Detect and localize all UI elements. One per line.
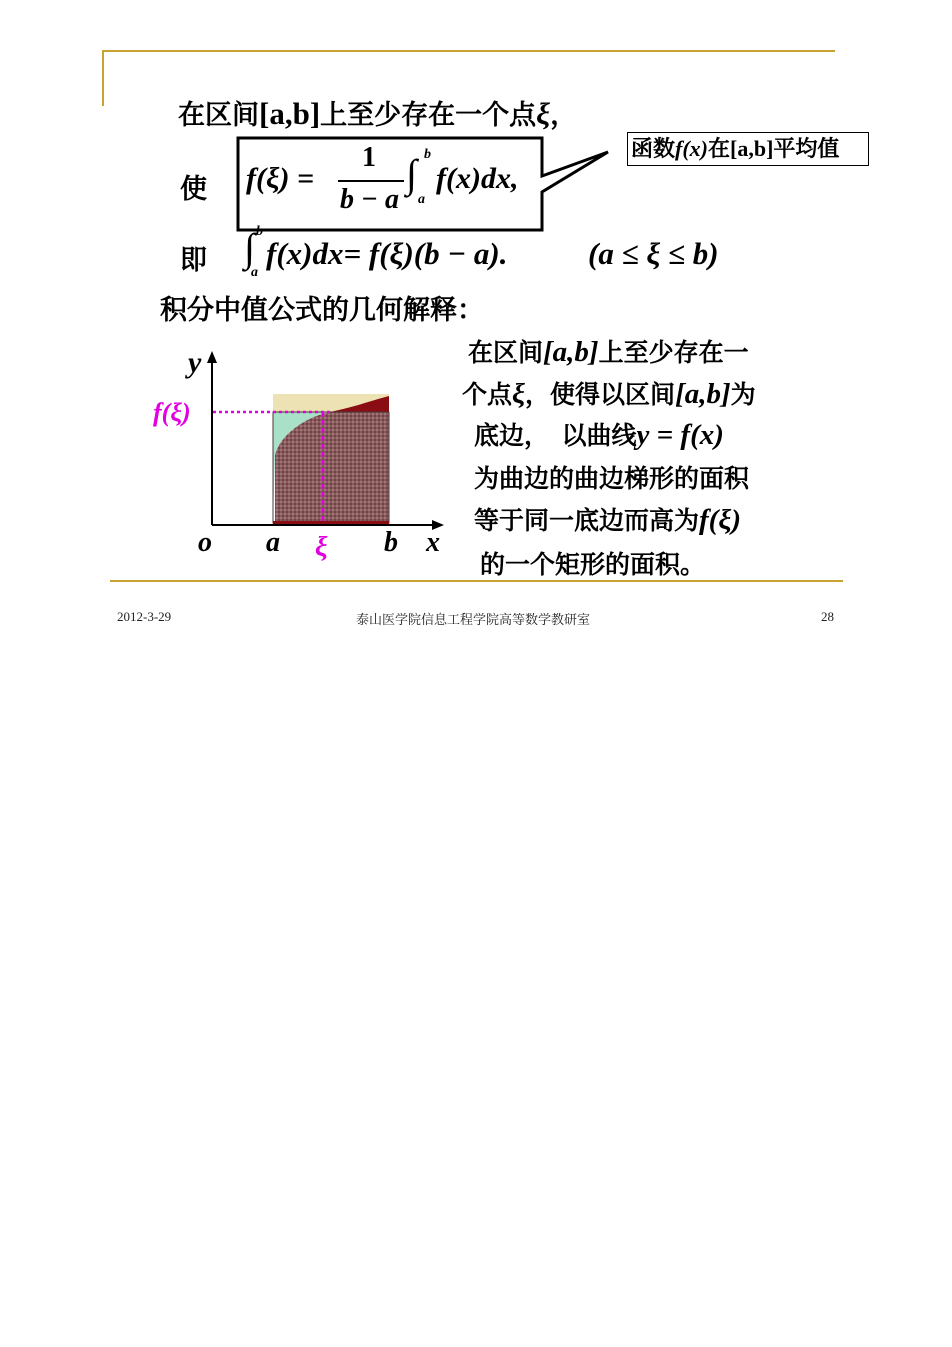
desc-3-b: y = f(x) bbox=[636, 419, 724, 451]
graph-label-o: o bbox=[198, 527, 212, 558]
graph-label-b: b bbox=[384, 527, 398, 558]
desc-2-e: 为 bbox=[730, 380, 756, 409]
line-intro bbox=[178, 93, 577, 132]
mvf-rhs: = f(ξ)(b − a). bbox=[343, 236, 508, 271]
desc-2-d: [a,b] bbox=[675, 378, 731, 410]
fraction-bar bbox=[338, 180, 404, 182]
desc-1-b: [a,b] bbox=[543, 336, 599, 368]
desc-5-b: f(ξ) bbox=[699, 504, 742, 536]
graph-label-a: a bbox=[266, 527, 280, 558]
graph-label-xi: ξ bbox=[315, 532, 328, 563]
desc-2-a: 个点 bbox=[462, 380, 513, 409]
desc-1-a: 在区间 bbox=[468, 338, 544, 367]
desc-6-a: 的一个矩形的面积。 bbox=[480, 550, 706, 579]
desc-1-c: 上至少存在一 bbox=[598, 338, 749, 367]
slide-frame-left bbox=[102, 50, 104, 106]
y-axis-arrow bbox=[207, 351, 217, 363]
callout-interval: [a,b] bbox=[730, 136, 774, 161]
desc-line-4 bbox=[474, 459, 749, 495]
callout-average-value bbox=[627, 132, 869, 166]
slide-frame-top bbox=[103, 50, 835, 52]
mean-value-formula bbox=[266, 236, 507, 272]
formula-integrand: f(x)dx, bbox=[436, 162, 519, 195]
footer-page-number: 28 bbox=[821, 609, 834, 624]
line-intro-text: 在区间 bbox=[178, 100, 259, 131]
desc-2-c: ，使得以区间 bbox=[525, 380, 676, 409]
desc-line-5 bbox=[474, 501, 741, 537]
integral-sign-1: ∫ bbox=[406, 151, 417, 196]
interval-ab: [a,b] bbox=[259, 96, 321, 131]
callout-zai: 在 bbox=[708, 137, 731, 162]
slide-rule-bottom bbox=[110, 580, 843, 582]
desc-5-a: 等于同一底边而高为 bbox=[474, 506, 700, 535]
mvf-lhs: f(x)dx bbox=[266, 236, 344, 271]
footer-organization: 泰山医学院信息工程学院高等数学教研室 bbox=[356, 613, 591, 628]
footer-date: 2012-3-29 bbox=[117, 609, 172, 624]
desc-4-a: 为曲边的曲边梯形的面积 bbox=[474, 464, 750, 493]
graph-label-y: y bbox=[188, 346, 202, 379]
integral-upper-1: b bbox=[424, 147, 431, 162]
graph-label-x: x bbox=[426, 527, 440, 558]
xi-symbol: ξ bbox=[536, 96, 551, 131]
integral-upper-2: b bbox=[256, 224, 263, 239]
desc-line-1 bbox=[468, 333, 749, 369]
heading-geometric-interpretation: 积分中值公式的几何解释： bbox=[160, 295, 484, 326]
formula-numerator: 1 bbox=[362, 142, 376, 173]
desc-3-a: 底边， 以曲线 bbox=[474, 421, 637, 450]
integral-lower-2: a bbox=[251, 265, 258, 280]
formula-lhs: f(ξ) = bbox=[246, 162, 315, 195]
desc-line-3 bbox=[474, 416, 724, 452]
integral-lower-1: a bbox=[418, 192, 425, 207]
callout-fx: f(x) bbox=[675, 136, 708, 161]
mean-value-condition: (a ≤ ξ ≤ b) bbox=[588, 236, 719, 271]
line-intro-rest: 上至少存在一个点 bbox=[320, 100, 537, 131]
callout-prefix: 函数 bbox=[631, 137, 676, 162]
formula-denominator: b − a bbox=[340, 184, 399, 215]
callout-suffix: 平均值 bbox=[773, 137, 840, 162]
desc-line-6 bbox=[480, 545, 705, 581]
integral-sign-2: ∫ bbox=[244, 225, 255, 270]
line-lead-shi: 使 bbox=[180, 174, 207, 205]
desc-line-2 bbox=[462, 375, 756, 411]
desc-2-b: ξ bbox=[512, 378, 526, 410]
graph-label-fxi: f(ξ) bbox=[153, 398, 191, 427]
comma: ， bbox=[550, 100, 578, 131]
line-lead-ji: 即 bbox=[180, 245, 207, 276]
